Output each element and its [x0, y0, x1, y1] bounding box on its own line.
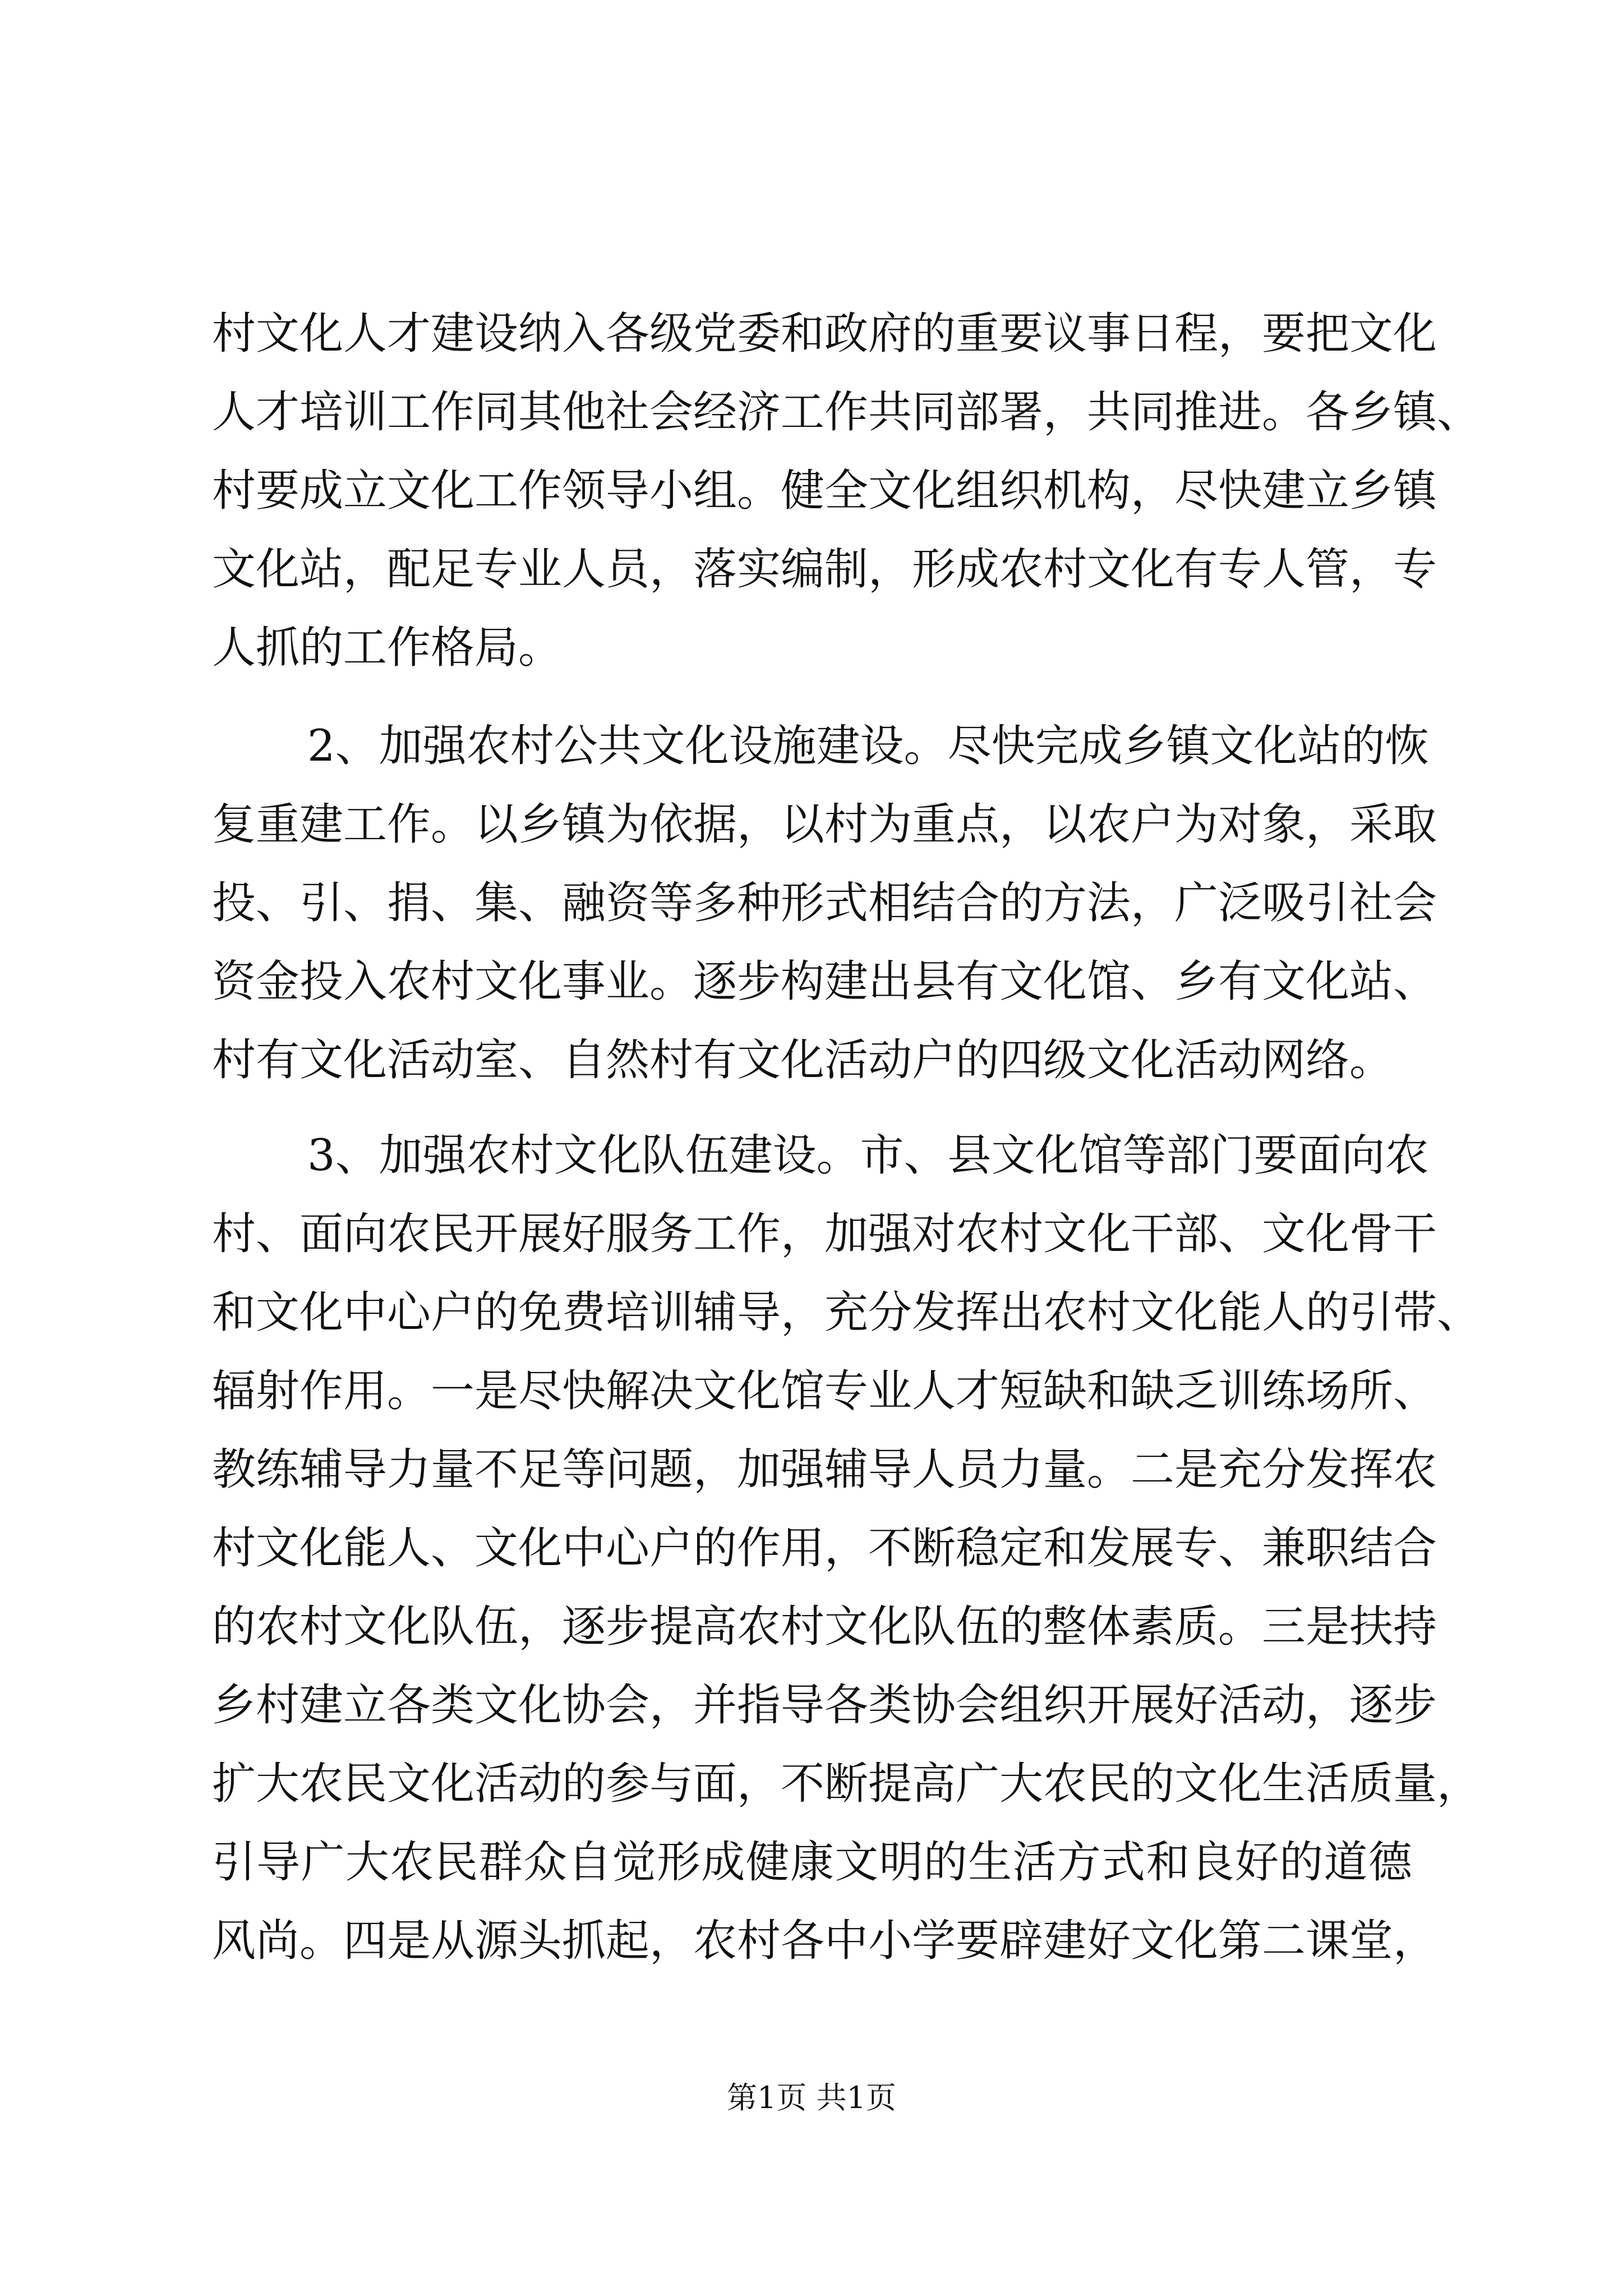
text-line: 引导广大农民群众自觉形成健康文明的生活方式和良好的道德: [212, 1837, 1412, 1888]
text-line: 人才培训工作同其他社会经济工作共同部署，共同推进。各乡镇、: [212, 387, 1481, 438]
text-line: 乡村建立各类文化协会，并指导各类协会组织开展好活动，逐步: [212, 1680, 1437, 1731]
text-line: 辐射作用。一是尽快解决文化馆专业人才短缺和缺乏训练场所、: [212, 1366, 1437, 1416]
text-line: 村有文化活动室、自然村有文化活动户的四级文化活动网络。: [212, 1035, 1394, 1085]
page-footer: 第1页 共1页: [727, 2080, 896, 2115]
text-line: 和文化中心户的免费培训辅导，充分发挥出农村文化能人的引带、: [212, 1287, 1481, 1338]
text-line: 村文化能人、文化中心户的作用，不断稳定和发展专、兼职结合: [212, 1523, 1437, 1573]
text-line: 3、加强农村文化队伍建设。市、县文化馆等部门要面向农: [307, 1130, 1429, 1181]
text-line: 人抓的工作格局。: [212, 623, 562, 673]
text-line: 风尚。四是从源头抓起，农村各中小学要辟建好文化第二课堂，: [212, 1916, 1437, 1966]
text-line: 资金投入农村文化事业。逐步构建出县有文化馆、乡有文化站、: [212, 956, 1437, 1007]
text-line: 投、引、捐、集、融资等多种形式相结合的方法，广泛吸引社会: [212, 878, 1437, 928]
text-line: 2、加强农村公共文化设施建设。尽快完成乡镇文化站的恢: [307, 721, 1429, 771]
text-line: 村要成立文化工作领导小组。健全文化组织机构，尽快建立乡镇: [212, 466, 1437, 516]
text-line: 村、面向农民开展好服务工作，加强对农村文化干部、文化骨干: [212, 1209, 1437, 1259]
text-line: 教练辅导力量不足等问题，加强辅导人员力量。二是充分发挥农: [212, 1444, 1437, 1495]
text-line: 的农村文化队伍，逐步提高农村文化队伍的整体素质。三是扶持: [212, 1602, 1437, 1652]
text-line: 村文化人才建设纳入各级党委和政府的重要议事日程，要把文化: [212, 309, 1437, 359]
text-line: 扩大农民文化活动的参与面，不断提高广大农民的文化生活质量，: [212, 1759, 1481, 1809]
text-line: 复重建工作。以乡镇为依据，以村为重点，以农户为对象，采取: [212, 799, 1437, 850]
text-line: 文化站，配足专业人员，落实编制，形成农村文化有专人管，专: [212, 544, 1437, 595]
